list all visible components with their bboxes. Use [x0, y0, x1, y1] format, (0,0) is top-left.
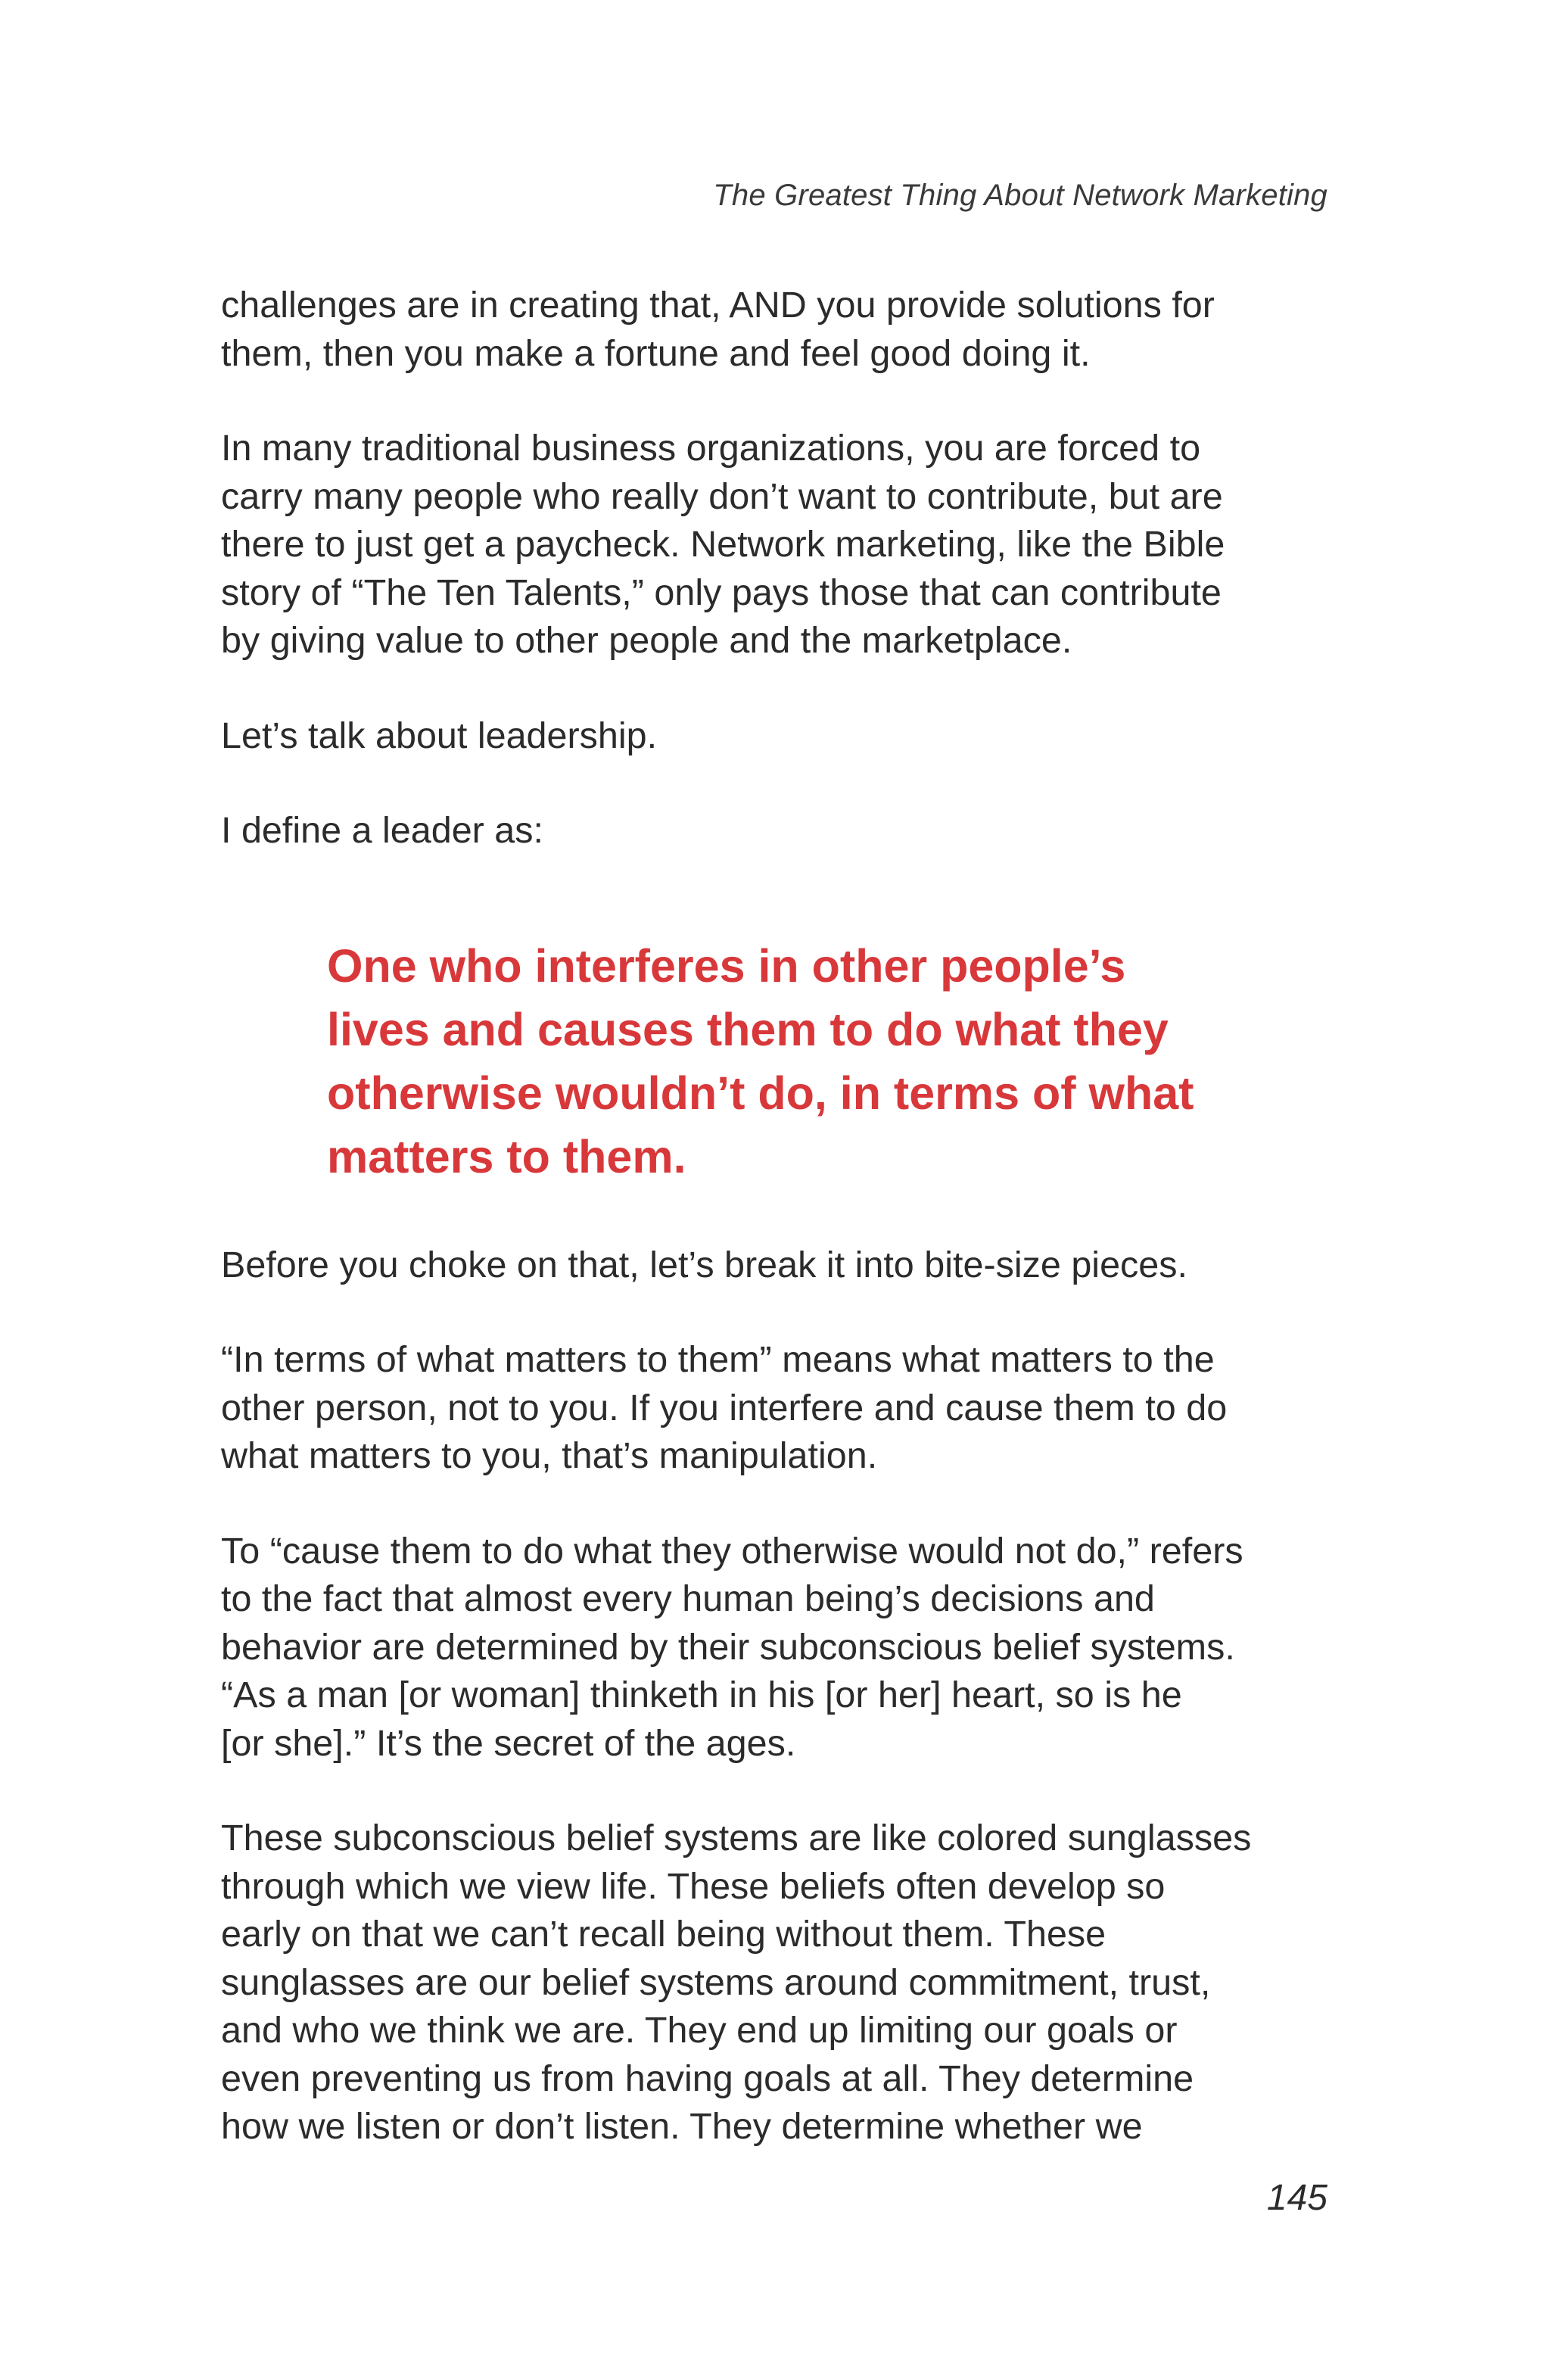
text-line: even preventing us from having goals at all. They determine [221, 2058, 1194, 2099]
text-line: These subconscious belief systems are like colored sunglasses [221, 1818, 1252, 1858]
text-line: behavior are determined by their subconscious belief systems. [221, 1626, 1235, 1668]
paragraph [221, 1241, 1341, 1290]
text-line: and who we think we are. They end up limiting our goals or [221, 2010, 1178, 2051]
paragraph [221, 712, 1341, 761]
text-line: I define a leader as: [221, 810, 544, 851]
paragraph [221, 807, 1341, 855]
text-line: there to just get a paycheck. Network marketing, like the Bible [221, 524, 1225, 565]
running-header: The Greatest Thing About Network Marketing [713, 179, 1327, 212]
text-line: sunglasses are our belief systems around commitment, trust, [221, 1961, 1211, 2003]
text-line: “As a man [or woman] thinketh in his [or her] heart, so is he [221, 1674, 1182, 1715]
pull-quote [327, 934, 1341, 1188]
text-line: carry many people who really don’t want to contribute, but are [221, 475, 1223, 517]
text-line: to the fact that almost every human being’s decisions and [221, 1578, 1155, 1619]
pull-quote-line: otherwise wouldn’t do, in terms of what [327, 1067, 1194, 1119]
text-line: how we listen or don’t listen. They determine whether we [221, 2106, 1143, 2147]
text-line: story of “The Ten Talents,” only pays those that can contribute [221, 572, 1222, 613]
paragraph [221, 1336, 1341, 1481]
paragraph [221, 1815, 1341, 2151]
paragraph [221, 1528, 1341, 1768]
text-line: Let’s talk about leadership. [221, 715, 658, 756]
text-line: other person, not to you. If you interfere and cause them to do [221, 1387, 1228, 1428]
text-line: them, then you make a fortune and feel good doing it. [221, 332, 1091, 374]
text-line: by giving value to other people and the marketplace. [221, 620, 1072, 661]
paragraph [221, 425, 1341, 665]
paragraph [221, 282, 1341, 378]
text-line: early on that we can’t recall being without them. These [221, 1914, 1106, 1955]
text-line: Before you choke on that, let’s break it into bite-size pieces. [221, 1244, 1187, 1285]
body-text [221, 282, 1341, 2151]
text-line: [or she].” It’s the secret of the ages. [221, 1722, 796, 1764]
text-line: To “cause them to do what they otherwise would not do,” refers [221, 1530, 1243, 1572]
pull-quote-line: lives and causes them to do what they [327, 1003, 1169, 1055]
pull-quote-line: matters to them. [327, 1130, 686, 1182]
pull-quote-line: One who interferes in other people’s [327, 939, 1126, 992]
text-line: challenges are in creating that, AND you provide solutions for [221, 285, 1215, 326]
text-line: In many traditional business organizations, you are forced to [221, 428, 1201, 469]
text-line: “In terms of what matters to them” means what matters to the [221, 1339, 1215, 1380]
text-line: through which we view life. These beliefs often develop so [221, 1865, 1166, 1907]
text-line: what matters to you, that’s manipulation. [221, 1435, 878, 1476]
page-number: 145 [1266, 2178, 1327, 2218]
